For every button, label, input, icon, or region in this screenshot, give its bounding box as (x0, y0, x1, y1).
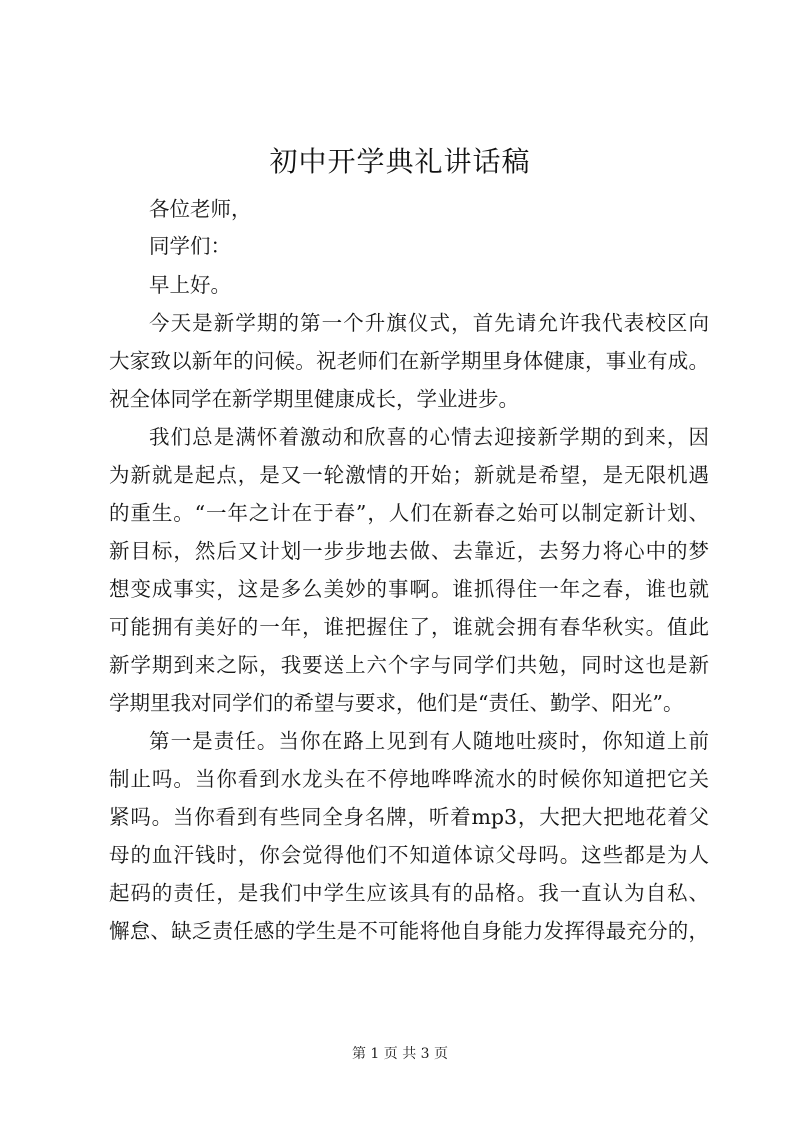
document-title: 初中开学典礼讲话稿 (269, 145, 531, 178)
paragraph-1-line-3: 祝全体同学在新学期里健康成长，学业进步。 (109, 387, 519, 411)
paragraph-1-line-2: 大家致以新年的问候。祝老师们在新学期里身体健康，事业有成。 (109, 349, 709, 373)
paragraph-2-line-7: 新学期到来之际，我要送上六个字与同学们共勉，同时这也是新 (109, 653, 709, 677)
page-number-footer: 第 1 页 共 3 页 (351, 1046, 449, 1062)
salutation-teachers: 各位老师， (149, 197, 252, 221)
paragraph-2-line-4: 新目标，然后又计划一步步地去做、去靠近，去努力将心中的梦 (109, 539, 709, 563)
salutation-greeting: 早上好。 (149, 273, 231, 297)
paragraph-3-line-1: 第一是责任。当你在路上见到有人随地吐痰时，你知道上前 (149, 729, 709, 753)
paragraph-2-line-5: 想变成事实，这是多么美妙的事啊。谁抓得住一年之春，谁也就 (109, 577, 709, 601)
paragraph-2-line-3: 的重生。“一年之计在于春”，人们在新春之始可以制定新计划、 (109, 501, 709, 525)
paragraph-2-line-1: 我们总是满怀着激动和欣喜的心情去迎接新学期的到来，因 (149, 425, 709, 449)
paragraph-2-line-8: 学期里我对同学们的希望与要求，他们是“责任、勤学、阳光”。 (109, 691, 684, 715)
salutation-students: 同学们： (149, 234, 231, 258)
paragraph-2-line-6: 可能拥有美好的一年，谁把握住了，谁就会拥有春华秋实。值此 (109, 615, 709, 639)
paragraph-3-line-4: 母的血汗钱时，你会觉得他们不知道体谅父母吗。这些都是为人 (109, 843, 709, 867)
paragraph-3-line-2: 制止吗。当你看到水龙头在不停地哗哗流水的时候你知道把它关 (109, 767, 709, 791)
paragraph-1-line-1: 今天是新学期的第一个升旗仪式，首先请允许我代表校区向 (149, 311, 709, 335)
paragraph-2-line-2: 为新就是起点，是又一轮激情的开始；新就是希望，是无限机遇 (109, 463, 709, 487)
paragraph-3-line-3: 紧吗。当你看到有些同全身名牌，听着mp3，大把大把地花着父 (109, 805, 709, 829)
paragraph-3-line-5: 起码的责任，是我们中学生应该具有的品格。我一直认为自私、 (109, 881, 709, 905)
paragraph-3-line-6: 懈怠、缺乏责任感的学生是不可能将他自身能力发挥得最充分的， (109, 919, 709, 943)
